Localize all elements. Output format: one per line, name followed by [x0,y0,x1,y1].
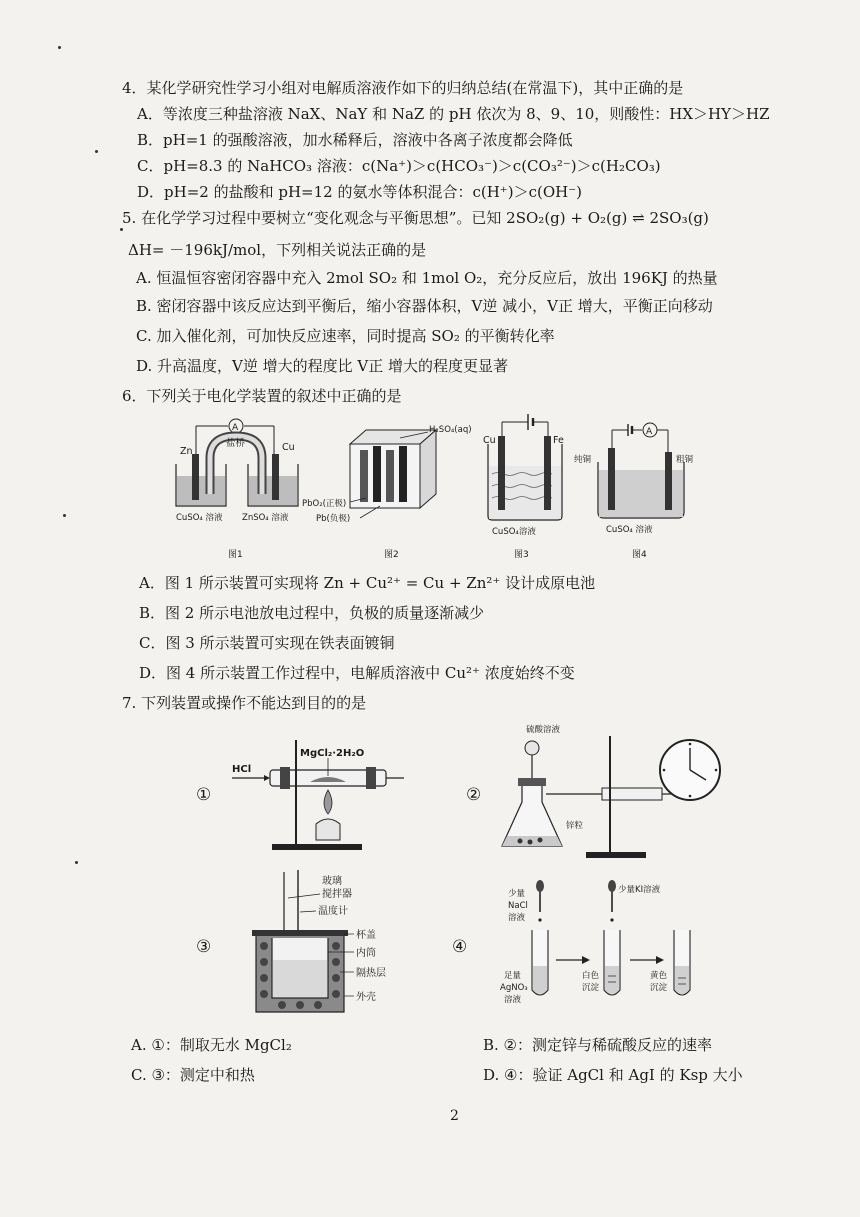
stand-base [586,852,646,858]
q6-figures [170,408,750,568]
dropper-icon [608,880,616,892]
cu-label: Cu [282,442,295,453]
q6-option-c: C．图 3 所示装置可实现在铁表面镀铜 [139,634,395,652]
q6-figure-2 [302,425,472,560]
q4-option-b: B．pH=1 的强酸溶液，加水稀释后，溶液中各离子浓度都会降低 [137,131,573,149]
nacl-label-3: 溶液 [508,913,526,923]
stirrer-label-2: 搅拌器 [322,889,352,900]
q6-figure-4 [574,423,694,560]
q4-option-a: A．等浓度三种盐溶液 NaX、NaY 和 NaZ 的 pH 依次为 8、9、10，则酸性：HX＞HY＞HZ [137,105,770,123]
positive-label: PbO₂(正极) [302,499,347,509]
q5-option-c: C. 加入催化剂，可加快反应速率，同时提高 SO₂ 的平衡转化率 [136,327,555,345]
pure-copper-electrode [608,448,615,510]
shell-label: 外壳 [356,992,376,1003]
figure-number: ① [196,785,212,805]
yellow-precipitate-label: 黄色 [650,971,668,981]
figure-caption: 图2 [384,550,399,560]
flame-icon [324,790,332,814]
q5-option-d: D. 升高温度，V逆 增大的程度比 V正 增大的程度更显著 [136,357,508,375]
q6-option-d: D．图 4 所示装置工作过程中，电解质溶液中 Cu²⁺ 浓度始终不变 [139,664,575,682]
q6-stem: 6．下列关于电化学装置的叙述中正确的是 [122,387,402,405]
solution-label: CuSO₄ 溶液 [606,525,653,535]
ammeter-label: A [646,427,653,437]
ki-label: 少量KI溶液 [618,885,661,895]
dropper-icon [536,880,544,892]
lid-label: 杯盖 [356,930,376,941]
q4-stem: 4．某化学研究性学习小组对电解质溶液作如下的归纳总结(在常温下)，其中正确的是 [122,79,684,97]
q7-figure-1 [196,740,404,850]
figure-number: ② [466,785,482,805]
left-solution [177,476,225,505]
crude-copper-electrode [665,452,672,510]
crude-copper-label: 粗铜 [676,455,694,465]
cup-lid [252,930,348,936]
fe-electrode [544,436,551,510]
q4-option-c: C．pH=8.3 的 NaHCO₃ 溶液：c(Na⁺)＞c(HCO₃⁻)＞c(CO₃²⁻)＞c(H₂CO₃) [137,157,661,175]
q7-option-a: A. ①：制取无水 MgCl₂ [131,1036,292,1054]
negative-label: Pb(负极) [316,514,351,524]
scan-speck [75,861,78,864]
scan-speck [63,514,66,517]
page-number: 2 [450,1108,459,1124]
yellow-precipitate-label-2: 沉淀 [650,983,668,993]
q7-option-c: C. ③：测定中和热 [131,1066,255,1084]
stand-base [272,844,362,850]
plate [360,450,368,502]
q6-figure-3 [483,414,564,560]
white-precipitate-label: 白色 [582,971,600,981]
q6-option-b: B．图 2 所示电池放电过程中，负极的质量逐渐减少 [139,604,485,622]
stirrer-label: 玻璃 [322,876,342,887]
q7-option-d: D. ④：验证 AgCl 和 AgI 的 Ksp 大小 [483,1066,743,1084]
q7-figures [190,716,750,1026]
pure-copper-label: 纯铜 [574,455,592,465]
thermometer-label: 温度计 [318,906,348,917]
nacl-label-2: NaCl [508,901,528,911]
acid-label: 硫酸溶液 [526,725,561,735]
alcohol-lamp-icon [316,819,340,840]
agno3-label: 足量 [504,971,522,981]
bridge-label: 盐桥 [226,438,246,449]
acid-label: H₂SO₄(aq) [429,425,472,435]
agno3-label-3: 溶液 [504,995,522,1005]
q6-option-a: A．图 1 所示装置可实现将 Zn + Cu²⁺ = Cu + Zn²⁺ 设计成原电池 [139,574,596,592]
q7-option-b: B. ②：测定锌与稀硫酸反应的速率 [483,1036,713,1054]
white-precipitate-label-2: 沉淀 [582,983,600,993]
inner-cup-label: 内筒 [356,948,376,959]
q7-figure-3 [196,870,386,1012]
q5-option-a: A. 恒温恒容密闭容器中充入 2mol SO₂ 和 1mol O₂，充分反应后，放出 196KJ 的热量 [136,269,718,287]
q5-option-b: B. 密闭容器中该反应达到平衡后，缩小容器体积，V逆 减小，V正 增大，平衡正向移动 [136,297,713,315]
zn-label: Zn [180,446,193,457]
figure-caption: 图1 [228,550,243,560]
cu-electrode [498,436,505,510]
q4-option-d: D．pH=2 的盐酸和 pH=12 的氨水等体积混合：c(H⁺)＞c(OH⁻) [137,183,582,201]
solution-label: CuSO₄溶液 [492,527,536,537]
separatory-funnel [525,741,539,755]
figure-number: ④ [452,937,468,957]
zn-electrode [192,454,199,500]
q6-figure-1 [176,419,298,560]
gas-label: HCl [232,764,252,775]
insulation-label: 隔热层 [356,968,386,979]
ammeter-label: A [232,423,239,433]
scan-speck [58,46,61,49]
reagent-label: MgCl₂·2H₂O [300,748,365,759]
zinc-label: 锌粒 [566,821,584,831]
q5-stem: 5. 在化学学习过程中要树立“变化观念与平衡思想”。已知 2SO₂(g) + O₂(g) ⇌ 2SO₃(g) [122,209,709,227]
q7-stem: 7. 下列装置或操作不能达到目的的是 [122,694,367,712]
nacl-label: 少量 [508,889,526,899]
scan-speck [120,228,123,231]
figure-caption: 图4 [632,550,647,560]
cu-electrode [272,454,279,500]
agno3-label-2: AgNO₃ [500,983,528,993]
left-solution-label: CuSO₄ 溶液 [176,513,223,523]
figure-caption: 图3 [514,550,529,560]
q7-figure-4 [452,880,690,1005]
right-solution-label: ZnSO₄ 溶液 [242,513,289,523]
figure-number: ③ [196,937,212,957]
q7-figure-2 [466,724,720,858]
q5-stem-2: ΔH= －196kJ/mol，下列相关说法正确的是 [128,241,427,259]
cu-label: Cu [483,435,496,446]
fe-label: Fe [553,435,564,446]
scan-speck [95,150,98,153]
